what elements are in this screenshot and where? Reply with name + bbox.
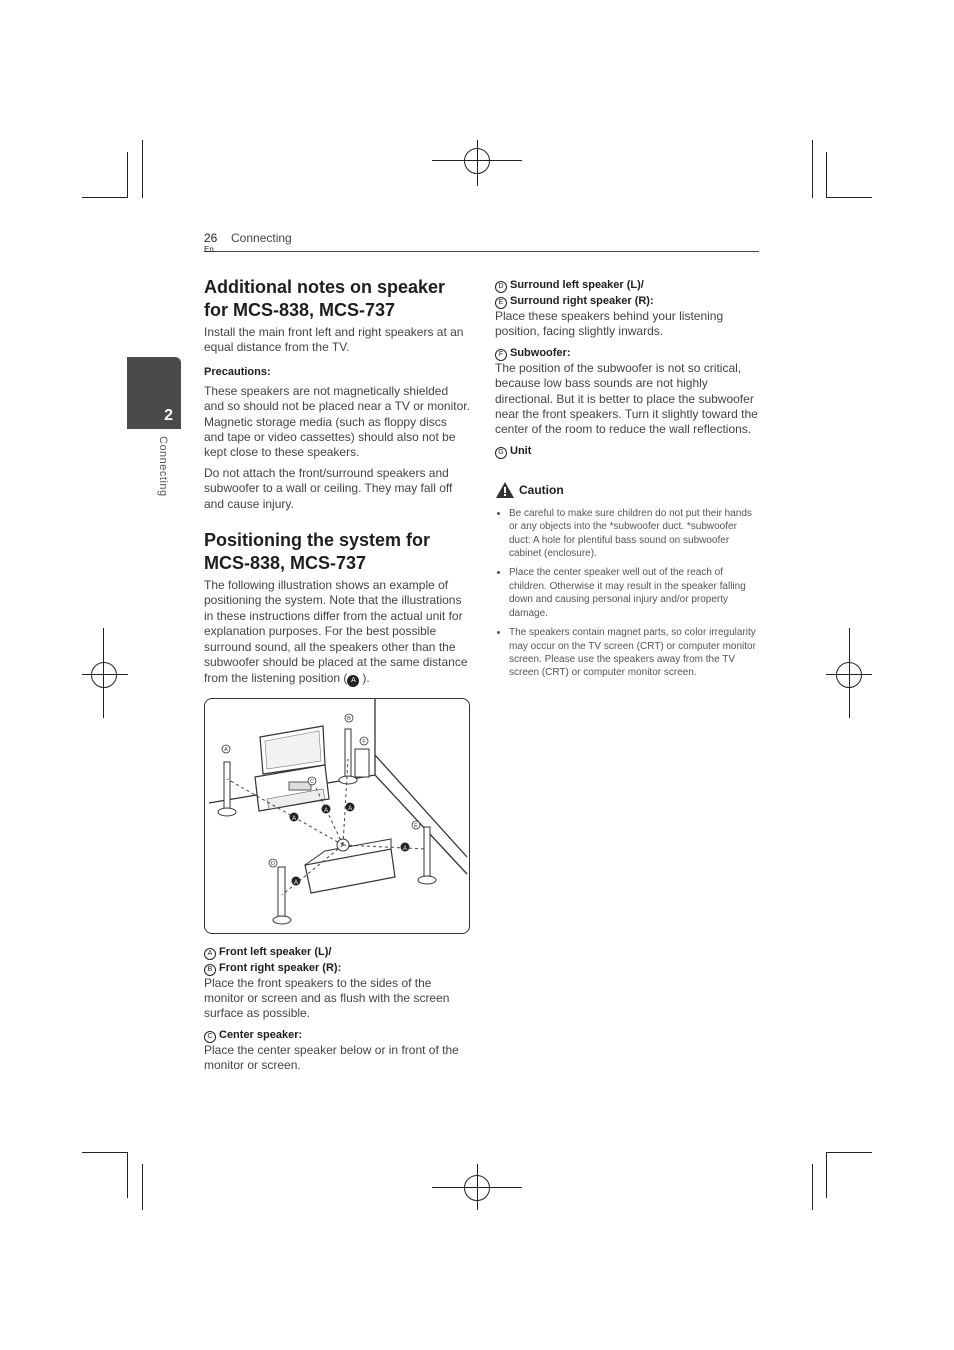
precautions-paragraph-1: These speakers are not magnetically shielded and so should not be placed near a TV or monitor. Magnetic storage media (such as floppy discs and tape or video cassettes) should also not be kept close to these speakers. <box>204 383 470 460</box>
right-column <box>495 277 761 686</box>
distance-mark-4: A <box>402 845 408 852</box>
marker-b-icon: B <box>204 964 216 976</box>
positioning-intro <box>204 578 470 686</box>
marker-d: D <box>271 860 275 867</box>
caution-list <box>495 507 761 680</box>
page-number: 26 <box>204 231 218 245</box>
distance-mark-1: A <box>291 815 297 822</box>
center-speaker-description: Place the center speaker below or in front of the monitor or screen. <box>204 1042 459 1073</box>
caution-item: • The speakers contain magnet parts, so color irregularity may occur on the TV screen (CRT) or computer monitor screen. Please use the speakers away from the TV screen (CRT) or computer monitor screen. <box>509 626 761 680</box>
speaker-notes-intro: Install the main front left and right speakers at an equal distance from the TV. <box>204 325 464 355</box>
surround-right-speaker <box>424 827 430 879</box>
front-speakers-description: Place the front speakers to the sides of the monitor or screen and as flush with the screen surface as possible. <box>204 975 450 1021</box>
listening-position-marker: A <box>347 675 359 687</box>
subwoofer <box>355 749 369 777</box>
marker-f: F <box>362 738 366 745</box>
surround-left-speaker-label <box>495 277 761 293</box>
room-drawing <box>205 699 469 933</box>
page-language: En <box>204 245 214 254</box>
header-section-title: Connecting <box>231 231 292 245</box>
surround-right-label-text: Surround right speaker (R): <box>510 295 654 307</box>
front-left-label-text: Front left speaker (L)/ <box>219 945 332 958</box>
front-left-speaker <box>224 762 230 810</box>
precautions-paragraph-2: Do not attach the front/surround speakers and subwoofer to a wall or ceiling. They may fall off and cause injury. <box>204 465 453 511</box>
subwoofer-label <box>495 345 761 361</box>
caution-title: Caution <box>519 482 564 497</box>
caution-heading <box>495 481 761 499</box>
left-column <box>204 276 470 1079</box>
caution-item: • Place the center speaker well out of the reach of children. Otherwise it may result in the speaker falling down and causing personal injury and/or property damage. <box>509 566 761 620</box>
marker-b: B <box>347 715 351 722</box>
chapter-tab-label: Connecting <box>157 436 169 497</box>
subwoofer-label-text: Subwoofer: <box>510 346 571 359</box>
marker-a-icon: A <box>204 948 216 960</box>
front-right-speaker <box>345 729 351 777</box>
marker-g-icon: G <box>495 447 507 459</box>
surround-right-speaker-label <box>495 293 761 309</box>
marker-e-icon: E <box>495 297 507 309</box>
positioning-intro-end: ). <box>362 670 370 685</box>
surround-speakers-description: Place these speakers behind your listening position, facing slightly inwards. <box>495 309 724 339</box>
warning-icon <box>495 481 515 499</box>
speaker-placement-illustration <box>204 698 470 934</box>
precautions-heading: Precautions: <box>204 365 271 378</box>
section-title-positioning: Positioning the system for MCS-838, MCS-737 <box>204 530 431 574</box>
center-label-text: Center speaker: <box>219 1028 303 1041</box>
subwoofer-description: The position of the subwoofer is not so critical, because low bass sounds are not highly directional. But it is better to place the subwoofer near the front speakers. Turn it slightly toward the center of the room to reduce the wall reflections. <box>495 360 758 437</box>
distance-mark-2: A <box>323 807 329 814</box>
section-title-speaker-notes: Additional notes on speaker for MCS-838, MCS-737 <box>204 277 446 320</box>
surround-left-label-text: Surround left speaker (L)/ <box>510 279 644 291</box>
main-unit <box>289 782 311 790</box>
marker-f-icon: F <box>495 349 507 361</box>
unit-label <box>495 443 761 459</box>
front-right-speaker-label <box>204 960 470 976</box>
caution-item: • Be careful to make sure children do not put their hands or any objects into the *subwoofer duct. *subwoofer duct: A hole for plentiful bass sound on subwoofer cabinet (enclosure). <box>509 507 761 561</box>
marker-c: C <box>310 778 314 785</box>
distance-mark-5: A <box>293 879 299 886</box>
marker-a: A <box>224 746 228 753</box>
chapter-tab <box>127 357 181 429</box>
surround-left-speaker <box>278 867 285 919</box>
marker-d-icon: D <box>495 281 507 293</box>
distance-mark-3: A <box>347 805 353 812</box>
chapter-number: 2 <box>164 407 173 424</box>
front-left-speaker-label <box>204 944 470 960</box>
front-right-label-text: Front right speaker (R): <box>219 961 342 974</box>
marker-e: E <box>414 822 418 829</box>
center-speaker-label <box>204 1027 470 1043</box>
positioning-intro-text: The following illustration shows an example of positioning the system. Note that the illustrations in these instructions differ from the actual unit for explanation purposes. For the best possible surround sound, all the speakers other than the subwoofer should be placed at the same distance from the listening position ( <box>204 578 468 685</box>
unit-label-text: Unit <box>510 444 532 457</box>
marker-c-icon: C <box>204 1031 216 1043</box>
page-header <box>204 231 759 252</box>
